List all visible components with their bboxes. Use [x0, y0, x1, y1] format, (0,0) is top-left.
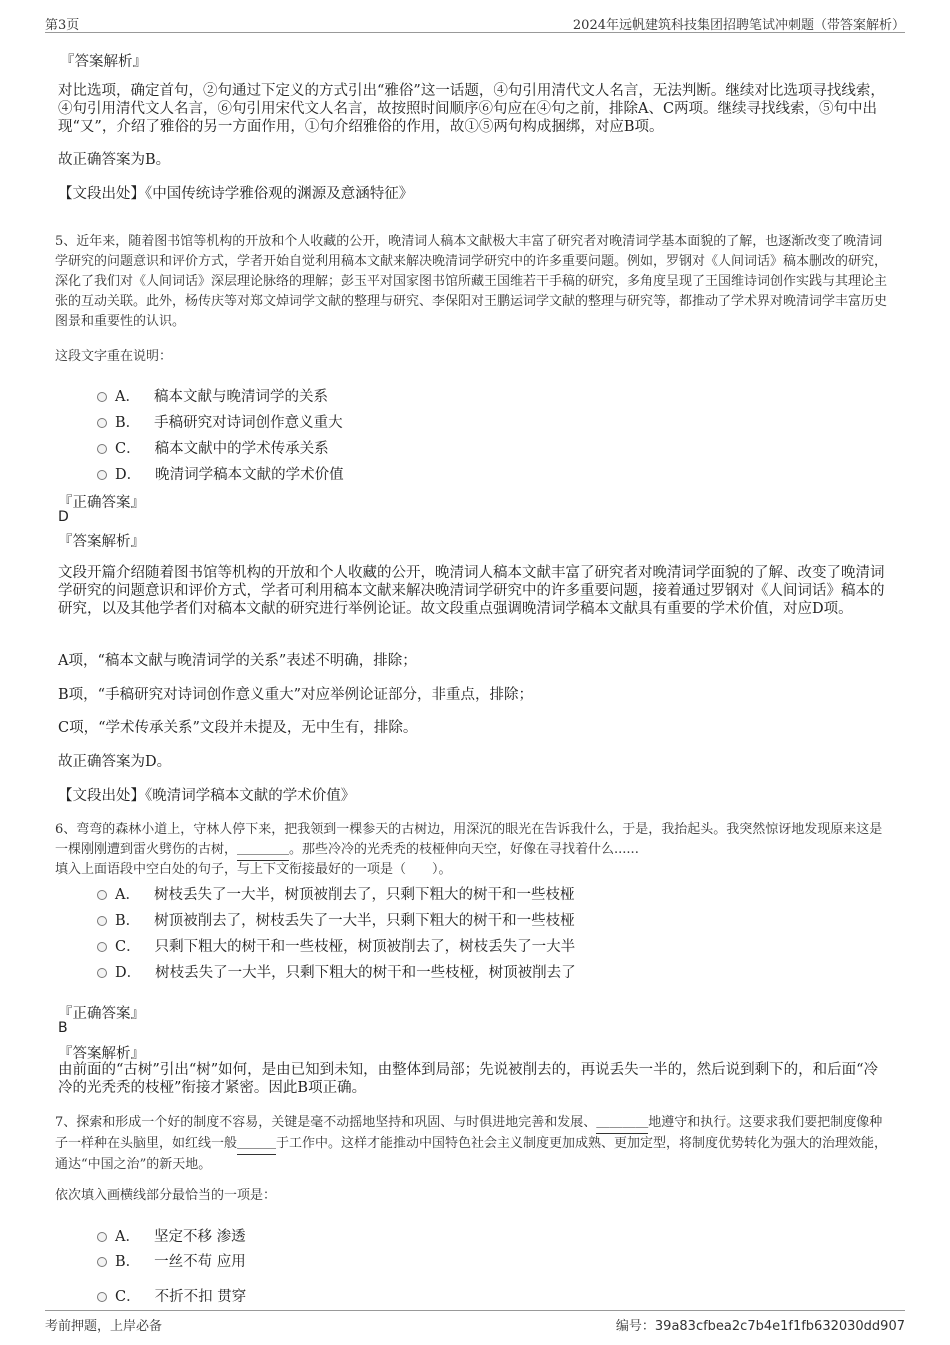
radio-icon[interactable]	[97, 392, 107, 402]
footer-code-label: 编号：	[615, 1319, 655, 1334]
q5-option-d[interactable]: D． 晚清词学稿本文献的学术价值	[97, 463, 344, 484]
radio-icon[interactable]	[97, 916, 107, 926]
page-number: 第3页	[45, 18, 80, 33]
radio-icon[interactable]	[97, 890, 107, 900]
q6-option-d[interactable]: D． 树枝丢失了一大半，只剩下粗大的树干和一些枝桠，树顶被削去了	[97, 961, 576, 982]
q5-conclusion: 故正确答案为D。	[58, 754, 172, 770]
q4-analysis-text: 对比选项，确定首句，②句通过下定义的方式引出“雅俗”这一话题，④句引用清代文人名言，无法判断。继续对比选项寻找线索，④句引用清代文人名言，⑥句引用宋代文人名言，故按照时间顺序⑥句应在④句之前，排除A、C两项。继续寻找线索，⑤句中出现“又”，介绍了雅俗的另一方面作用，①句介绍雅俗的作用，故①⑤两句构成捆绑，对应B项。	[58, 83, 885, 135]
radio-icon[interactable]	[97, 1232, 107, 1242]
q7-option-a[interactable]: A． 坚定不移 渗透	[97, 1225, 246, 1246]
page-footer	[45, 1310, 905, 1333]
radio-icon[interactable]	[97, 470, 107, 480]
q6-answer-title: 『正确答案』	[58, 1006, 145, 1022]
q7-blank-1: ＿＿＿＿	[596, 1113, 648, 1134]
q6-option-c[interactable]: C． 只剩下粗大的树干和一些枝桠，树顶被削去了，树枝丢失了一大半	[97, 935, 575, 956]
q6-option-a[interactable]: A． 树枝丢失了一大半，树顶被削去了，只剩下粗大的树干和一些枝桠	[97, 883, 574, 904]
q5-exclude-a: A项，“稿本文献与晚清词学的关系”表述不明确，排除；	[58, 653, 417, 669]
q6-answer: B	[58, 1020, 68, 1036]
radio-icon[interactable]	[97, 1257, 107, 1267]
page-header	[45, 12, 905, 33]
q7-blank-2: ＿＿＿	[237, 1134, 276, 1155]
q5-analysis-text: 文段开篇介绍随着图书馆等机构的开放和个人收藏的公开，晚清词人稿本文献丰富了研究者对晚清词学面貌的了解、改变了晚清词学研究的问题意识和评价方式，学者可利用稿本文献来解决晚清词学研究中的许多重要问题，接着通过罗钢对《人间词话》稿本的研究，以及其他学者们对稿本文献的研究进行举例论证。故文段重点强调晚清词学稿本文献具有重要的学术价值，对应D项。	[58, 565, 885, 617]
q6-blank: ＿＿＿＿	[237, 840, 289, 861]
q7-option-b[interactable]: B． 一丝不苟 应用	[97, 1250, 246, 1271]
q5-answer: D	[58, 509, 69, 525]
q4-conclusion: 故正确答案为B。	[58, 152, 171, 168]
q7-question-text: 7、探索和形成一个好的制度不容易，关键是毫不动摇地坚持和巩固、与时俱进地完善和发展、＿＿＿＿地遵守和执行。这要求我们要把制度像种子一样种在头脑里，如红线一般＿＿＿于工作中。这样才能推动中国特色社会主义制度更加成熟、更加定型，将制度优势转化为强大的治理效能，通达“中国之治”的新天地。	[55, 1115, 888, 1172]
q5-exclude-c: C项，“学术传承关系”文段并未提及，无中生有，排除。	[58, 720, 418, 736]
q7-prompt: 依次填入画横线部分最恰当的一项是：	[55, 1188, 277, 1203]
q5-prompt: 这段文字重在说明：	[55, 349, 173, 364]
footer-code	[616, 1315, 905, 1334]
q6-prompt: 填入上面语段中空白处的句子，与上下文衔接最好的一项是（ ）。	[55, 862, 452, 877]
q5-option-a[interactable]: A． 稿本文献与晚清词学的关系	[97, 385, 328, 406]
q5-option-b[interactable]: B． 手稿研究对诗词创作意义重大	[97, 411, 343, 432]
q5-exclude-b: B项，“手稿研究对诗词创作意义重大”对应举例论证部分，非重点，排除；	[58, 687, 533, 703]
q6-option-b[interactable]: B． 树顶被削去了，树枝丢失了一大半，只剩下粗大的树干和一些枝桠	[97, 909, 575, 930]
radio-icon[interactable]	[97, 444, 107, 454]
q5-option-c[interactable]: C． 稿本文献中的学术传承关系	[97, 437, 329, 458]
radio-icon[interactable]	[97, 968, 107, 978]
footer-slogan: 考前押题，上岸必备	[45, 1319, 163, 1334]
q5-analysis-title: 『答案解析』	[58, 534, 145, 550]
q5-question-text: 5、近年来，随着图书馆等机构的开放和个人收藏的公开，晚清词人稿本文献极大丰富了研究者对晚清词学基本面貌的了解，也逐渐改变了晚清词学研究的问题意识和评价方式，学者开始自觉利用稿本文献来解决晚清词学研究中的许多重要问题。例如，罗钢对《人间词话》稿本删改的研究，深化了我们对《人间词话》深层理论脉络的理解；彭玉平对国家图书馆所藏王国维若干手稿的研究，多角度呈现了王国维诗词创作实践与其理论主张的互动关联。此外，杨传庆等对郑文焯词学文献的整理与研究、李保阳对王鹏运词学文献的整理与研究等，都推动了学术界对晚清词学丰富历史图景和重要性的认识。	[55, 234, 888, 329]
radio-icon[interactable]	[97, 1292, 107, 1302]
q6-analysis-text: 由前面的“古树”引出“树”如何，是由已知到未知，由整体到局部；先说被削去的，再说丢失一半的，然后说到剩下的，和后面“冷冷的光秃秃的枝桠”衔接才紧密。因此B项正确。	[58, 1062, 879, 1096]
q5-answer-title: 『正确答案』	[58, 495, 145, 511]
q5-source: 【文段出处】《晚清词学稿本文献的学术价值》	[58, 788, 356, 804]
q6-question-text: 6、弯弯的森林小道上，守林人停下来，把我领到一棵参天的古树边，用深沉的眼光在告诉我什么，于是，我抬起头。我突然惊讶地发现原来这是一棵刚刚遭到雷火劈伤的古树，＿＿＿＿。那些冷冷的光秃秃的枝桠伸向天空，好像在寻找着什么......	[55, 820, 895, 861]
document-title: 2024年远帆建筑科技集团招聘笔试冲刺题（带答案解析）	[572, 18, 905, 33]
q4-source: 【文段出处】《中国传统诗学雅俗观的渊源及意涵特征》	[58, 186, 414, 202]
q4-analysis-title: 『答案解析』	[60, 54, 147, 70]
radio-icon[interactable]	[97, 942, 107, 952]
q7-option-c[interactable]: C． 不折不扣 贯穿	[97, 1285, 246, 1306]
q6-analysis-title: 『答案解析』	[58, 1046, 145, 1062]
radio-icon[interactable]	[97, 418, 107, 428]
footer-code-value: 39a83cfbea2c7b4e1f1fb632030dd907	[654, 1319, 905, 1334]
